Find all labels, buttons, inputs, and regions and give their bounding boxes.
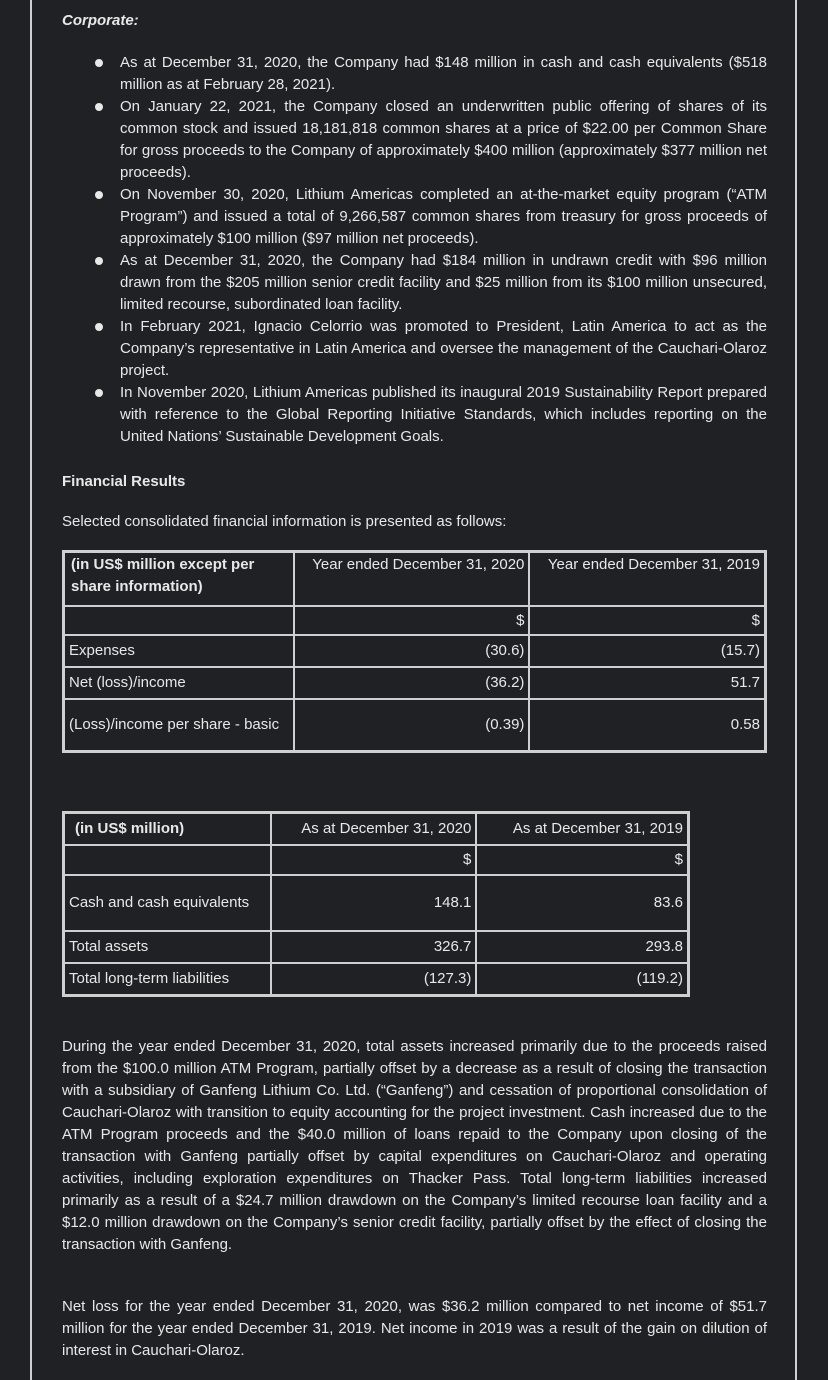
table-cell <box>64 845 271 875</box>
value-cell: (36.2) <box>294 667 530 699</box>
value-cell: (0.39) <box>294 699 530 751</box>
table-row <box>64 667 765 699</box>
table-header-cell: As at December 31, 2020 <box>271 813 477 845</box>
table-header-cell: Year ended December 31, 2020 <box>294 552 530 606</box>
row-label: Net (loss)/income <box>64 667 294 699</box>
financial-results-heading: Financial Results <box>62 473 186 490</box>
value-cell: (30.6) <box>294 635 530 667</box>
value-cell: (119.2) <box>476 963 688 995</box>
table-row <box>64 699 765 751</box>
row-label: Total long-term liabilities <box>64 963 271 995</box>
bullet-item: On November 30, 2020, Lithium Americas completed an at-the-market equity program (“ATM Program”) and issued a total of 9,266,587 common shares from treasury for gross proceeds of approximately $100 million ($97 million net proceeds). <box>120 184 767 250</box>
table-header-cell: Year ended December 31, 2019 <box>529 552 765 606</box>
balance-summary-table <box>62 811 690 997</box>
table-row <box>64 635 765 667</box>
table-row <box>64 875 688 931</box>
value-cell: 293.8 <box>476 931 688 963</box>
currency-cell: $ <box>294 606 530 635</box>
corporate-bullet-list <box>62 52 767 448</box>
table-header-cell: As at December 31, 2019 <box>476 813 688 845</box>
value-cell: 326.7 <box>271 931 477 963</box>
bullet-item: As at December 31, 2020, the Company had $148 million in cash and cash equivalents ($518 million as at February 28, 2021). <box>120 52 767 96</box>
table-row <box>64 931 688 963</box>
currency-cell: $ <box>271 845 477 875</box>
value-cell: 148.1 <box>271 875 477 931</box>
value-cell: 83.6 <box>476 875 688 931</box>
corporate-heading: Corporate: <box>62 12 139 29</box>
value-cell: 0.58 <box>529 699 765 751</box>
value-cell: (127.3) <box>271 963 477 995</box>
financial-intro: Selected consolidated financial information is presented as follows: <box>62 513 507 530</box>
value-cell: (15.7) <box>529 635 765 667</box>
table-cell <box>64 606 294 635</box>
row-label: Expenses <box>64 635 294 667</box>
bullet-item: In February 2021, Ignacio Celorrio was promoted to President, Latin America to act as the Company’s representative in Latin America and oversee the management of the Cauchari-Olaroz project. <box>120 316 767 382</box>
table-header-cell: (in US$ million) <box>64 813 271 845</box>
bullet-item: As at December 31, 2020, the Company had $184 million in undrawn credit with $96 million drawn from the $205 million senior credit facility and $25 million from its $100 million unsecured, limited recourse, subordinated loan facility. <box>120 250 767 316</box>
bullet-item: On January 22, 2021, the Company closed an underwritten public offering of shares of its common stock and issued 18,181,818 common shares at a price of $22.00 per Common Share for gross proceeds to the Company of approximately $400 million (approximately $377 million net proceeds). <box>120 96 767 184</box>
row-label: Total assets <box>64 931 271 963</box>
row-label: Cash and cash equivalents <box>64 875 271 931</box>
currency-cell: $ <box>529 606 765 635</box>
table-row <box>64 963 688 995</box>
net-loss-paragraph: Net loss for the year ended December 31, 2020, was $36.2 million compared to net income of $51.7 million for the year ended December 31, 2019. Net income in 2019 was a result of the gain on dilution of interest in Cauchari-Olaroz. <box>62 1298 767 1359</box>
currency-cell: $ <box>476 845 688 875</box>
document-body <box>62 10 767 533</box>
assets-discussion-paragraph: During the year ended December 31, 2020, total assets increased primarily due to the proceeds raised from the $100.0 million ATM Program, partially offset by a decrease as a result of closing the transaction with a subsidiary of Ganfeng Lithium Co. Ltd. (“Ganfeng”) and cessation of proportional consolidation of Cauchari-Olaroz with transition to equity accounting for the project investment. Cash increased due to the ATM Program proceeds and the $40.0 million of loans repaid to the Company upon closing of the transaction with Ganfeng partially offset by capital expenditures on Cauchari-Olaroz and operating activities, including exploration expenditures on Thacker Pass. Total long-term liabilities increased primarily as a result of a $24.7 million drawdown on the Company’s limited recourse loan facility and a $12.0 million drawdown on the Company’s senior credit facility, partially offset by the effect of closing the transaction with Ganfeng. <box>62 1038 767 1253</box>
bullet-item: In November 2020, Lithium Americas published its inaugural 2019 Sustainability Report prepared with reference to the Global Reporting Initiative Standards, which includes reporting on the United Nations’ Sustainable Development Goals. <box>120 382 767 448</box>
value-cell: 51.7 <box>529 667 765 699</box>
row-label: (Loss)/income per share - basic <box>64 699 294 751</box>
income-summary-table <box>62 550 767 753</box>
table-header-cell: (in US$ million except per share information) <box>64 552 294 606</box>
